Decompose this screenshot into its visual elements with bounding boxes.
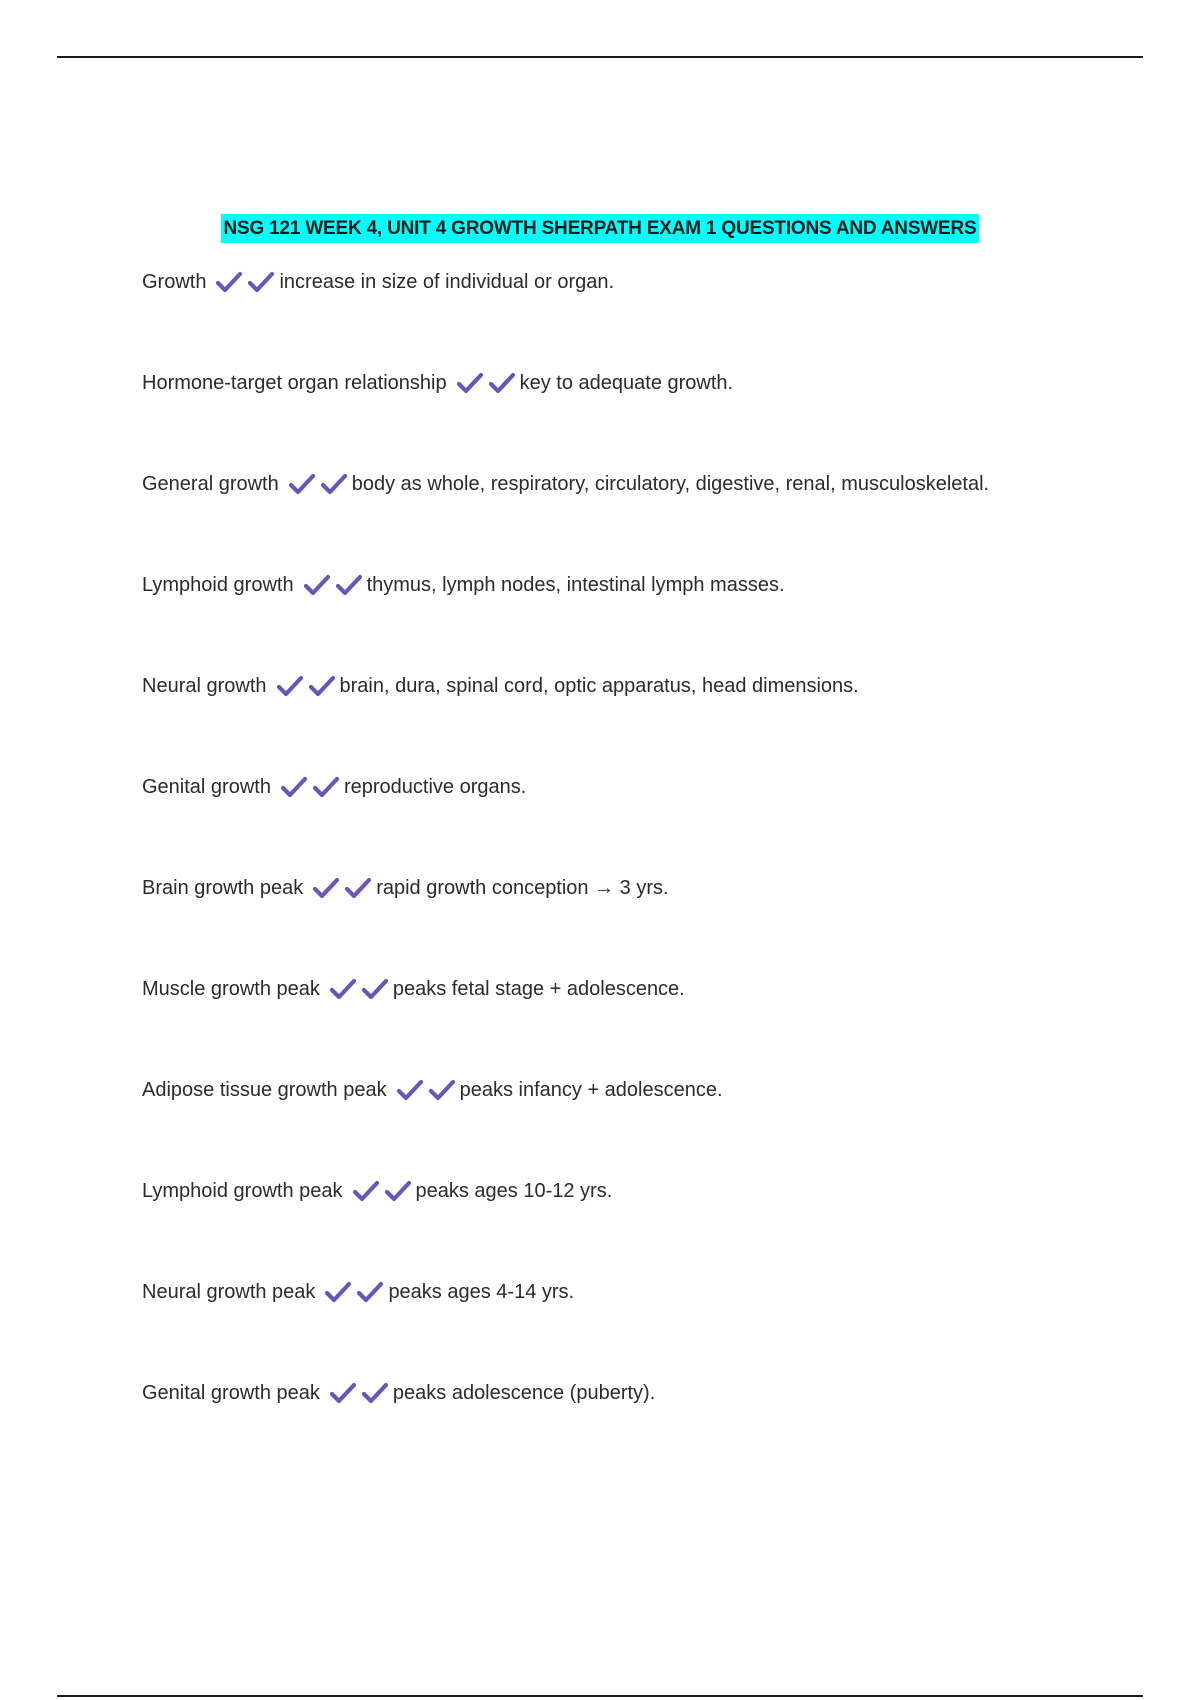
qa-item [142, 1379, 1142, 1480]
check-icon [330, 978, 356, 1000]
double-check-marks [330, 975, 388, 1003]
qa-answer: peaks ages 10-12 yrs. [415, 1180, 613, 1202]
check-icon [289, 473, 315, 495]
check-icon [357, 1281, 383, 1303]
top-rule [57, 56, 1143, 58]
check-icon [304, 574, 330, 596]
check-icon [248, 271, 274, 293]
qa-term: Lymphoid growth peak [142, 1180, 343, 1202]
qa-item [142, 672, 1142, 773]
check-icon [281, 776, 307, 798]
qa-item [142, 975, 1142, 1076]
check-icon [353, 1180, 379, 1202]
check-icon [362, 978, 388, 1000]
check-icon [321, 473, 347, 495]
qa-item [142, 1177, 1142, 1278]
qa-answer: thymus, lymph nodes, intestinal lymph masses. [366, 574, 785, 596]
title-container [0, 214, 1200, 243]
double-check-marks [457, 369, 515, 397]
double-check-marks [277, 672, 335, 700]
check-icon [336, 574, 362, 596]
qa-answer: increase in size of individual or organ. [279, 271, 615, 293]
qa-answer: peaks adolescence (puberty). [392, 1382, 656, 1404]
check-icon [457, 372, 483, 394]
double-check-marks [313, 874, 371, 902]
qa-item [142, 874, 1142, 975]
qa-answer: key to adequate growth. [519, 372, 734, 394]
check-icon [362, 1382, 388, 1404]
check-icon [309, 675, 335, 697]
double-check-marks [330, 1379, 388, 1407]
double-check-marks [353, 1177, 411, 1205]
double-check-marks [281, 773, 339, 801]
check-icon [216, 271, 242, 293]
qa-item [142, 571, 1142, 672]
double-check-marks [304, 571, 362, 599]
double-check-marks [397, 1076, 455, 1104]
check-icon [345, 877, 371, 899]
qa-term: Adipose tissue growth peak [142, 1079, 387, 1101]
qa-item [142, 369, 1142, 470]
qa-term: Lymphoid growth [142, 574, 294, 596]
qa-answer: brain, dura, spinal cord, optic apparatus, head dimensions. [339, 675, 859, 697]
qa-item [142, 470, 1142, 571]
check-icon [385, 1180, 411, 1202]
qa-term: Genital growth peak [142, 1382, 320, 1404]
qa-item [142, 268, 1142, 369]
qa-answer: peaks fetal stage + adolescence. [392, 978, 685, 1000]
check-icon [429, 1079, 455, 1101]
check-icon [397, 1079, 423, 1101]
check-icon [489, 372, 515, 394]
qa-item [142, 773, 1142, 874]
qa-answer: body as whole, respiratory, circulatory, digestive, renal, musculoskeletal. [351, 473, 990, 495]
document-title: NSG 121 WEEK 4, UNIT 4 GROWTH SHERPATH EXAM 1 QUESTIONS AND ANSWERS [221, 214, 978, 243]
check-icon [330, 1382, 356, 1404]
check-icon [313, 877, 339, 899]
double-check-marks [289, 470, 347, 498]
qa-term: Neural growth [142, 675, 267, 697]
qa-term: General growth [142, 473, 279, 495]
qa-term: Hormone-target organ relationship [142, 372, 447, 394]
qa-answer: rapid growth conception → 3 yrs. [376, 877, 669, 899]
check-icon [313, 776, 339, 798]
qa-term: Muscle growth peak [142, 978, 320, 1000]
qa-term: Brain growth peak [142, 877, 304, 899]
check-icon [325, 1281, 351, 1303]
qa-item [142, 1278, 1142, 1379]
qa-answer: peaks ages 4-14 yrs. [388, 1281, 575, 1303]
qa-answer: reproductive organs. [343, 776, 527, 798]
double-check-marks [216, 268, 274, 296]
qa-item [142, 1076, 1142, 1177]
qa-term: Growth [142, 271, 207, 293]
bottom-rule [57, 1695, 1143, 1697]
qa-answer: peaks infancy + adolescence. [459, 1079, 723, 1101]
qa-term: Genital growth [142, 776, 271, 798]
qa-list [142, 268, 1142, 1480]
double-check-marks [325, 1278, 383, 1306]
qa-term: Neural growth peak [142, 1281, 316, 1303]
check-icon [277, 675, 303, 697]
